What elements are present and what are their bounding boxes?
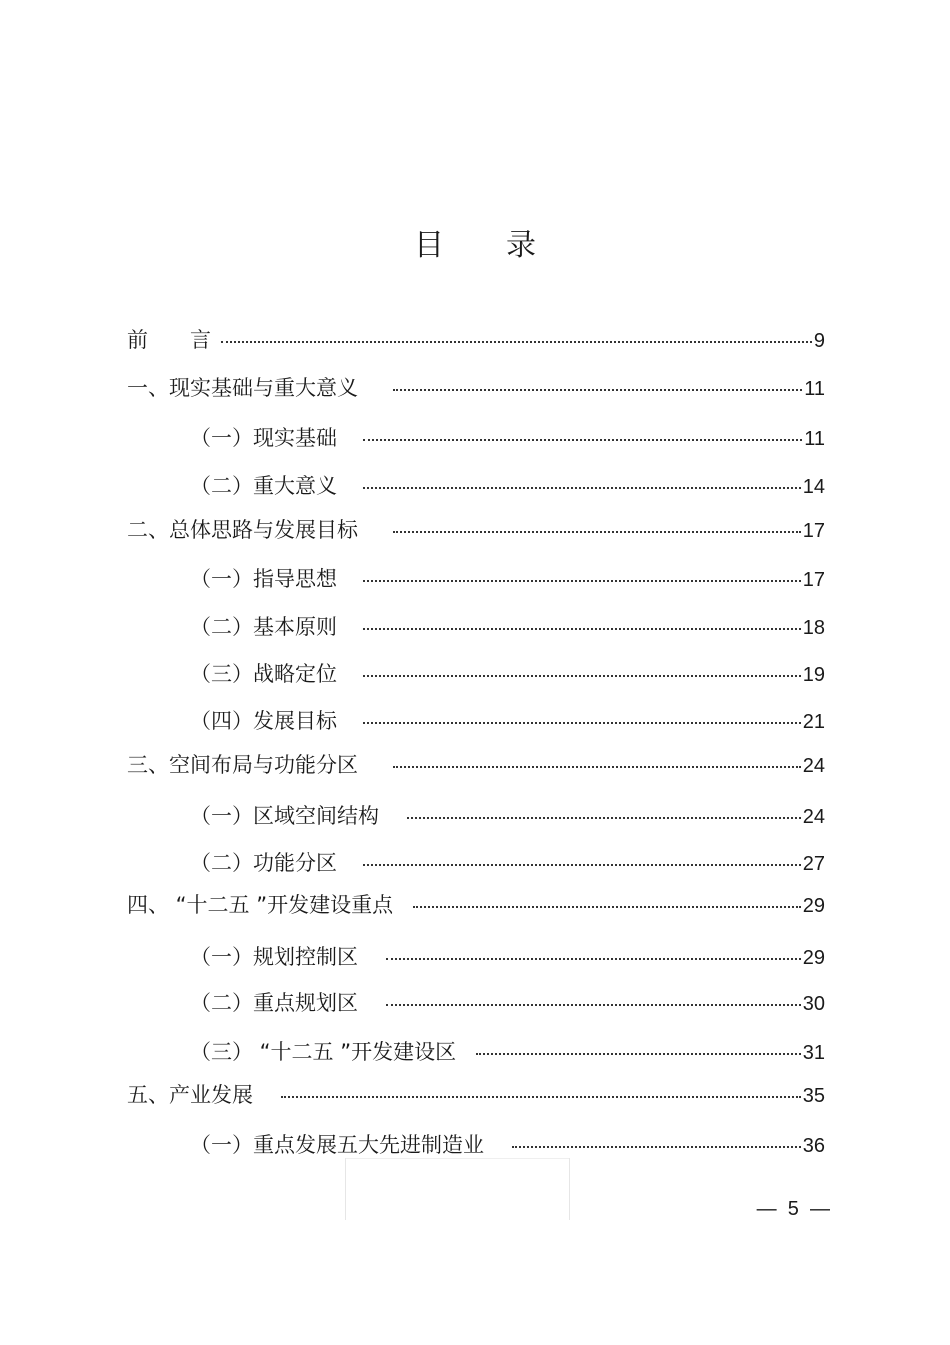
toc-dot-leader <box>407 817 801 819</box>
toc-entry-page: 9 <box>813 330 825 352</box>
toc-entry-section-4-3[interactable] <box>190 1037 825 1067</box>
page-number: — 5 — <box>756 1198 830 1220</box>
toc-entry-label: （二）功能分区 <box>190 851 337 875</box>
toc-entry-page: 35 <box>802 1085 825 1107</box>
toc-entry-preface[interactable] <box>127 325 825 355</box>
toc-entry-label: 四、 “十二五 ”开发建设重点 <box>127 893 394 917</box>
toc-entry-page: 24 <box>802 755 825 777</box>
toc-dot-leader <box>476 1053 801 1055</box>
toc-dot-leader <box>386 958 801 960</box>
toc-entry-chapter-2[interactable] <box>127 515 825 545</box>
toc-entry-chapter-1[interactable] <box>127 373 825 403</box>
toc-entry-chapter-5[interactable] <box>127 1080 825 1110</box>
toc-entry-section-2-4[interactable] <box>190 706 825 736</box>
toc-dot-leader <box>363 628 801 630</box>
faint-frame-left-line <box>345 1158 346 1220</box>
toc-entry-page: 29 <box>802 947 825 969</box>
toc-entry-section-4-2[interactable] <box>190 988 825 1018</box>
toc-dot-leader <box>363 487 801 489</box>
toc-entry-label: （二）重大意义 <box>190 474 337 498</box>
toc-entry-page: 31 <box>802 1042 825 1064</box>
toc-entry-label: （一）现实基础 <box>190 426 337 450</box>
toc-dot-leader <box>512 1146 801 1148</box>
toc-entry-label: 二、总体思路与发展目标 <box>127 518 358 542</box>
toc-dot-leader <box>363 864 801 866</box>
toc-entry-page: 17 <box>802 520 825 542</box>
toc-entry-label: （一）指导思想 <box>190 567 337 591</box>
toc-entry-section-2-1[interactable] <box>190 564 825 594</box>
toc-dot-leader <box>363 580 801 582</box>
toc-entry-page: 30 <box>802 993 825 1015</box>
toc-dot-leader <box>281 1096 801 1098</box>
toc-entry-label: 三、空间布局与功能分区 <box>127 753 358 777</box>
toc-entry-section-1-2[interactable] <box>190 471 825 501</box>
toc-entry-label: （二）重点规划区 <box>190 991 358 1015</box>
toc-entry-chapter-3[interactable] <box>127 750 825 780</box>
toc-entry-label: （三）战略定位 <box>190 662 337 686</box>
toc-entry-label: （一）区域空间结构 <box>190 804 379 828</box>
toc-dot-leader <box>393 389 802 391</box>
toc-entry-chapter-4[interactable] <box>127 890 825 920</box>
toc-entry-section-2-2[interactable] <box>190 612 825 642</box>
toc-entry-page: 19 <box>802 664 825 686</box>
toc-dot-leader <box>363 722 801 724</box>
toc-entry-section-3-1[interactable] <box>190 801 825 831</box>
toc-entry-page: 18 <box>802 617 825 639</box>
toc-dot-leader <box>413 906 801 908</box>
faint-frame-top-line <box>345 1158 570 1159</box>
toc-dot-leader <box>363 675 801 677</box>
toc-entry-label: （一）规划控制区 <box>190 945 358 969</box>
toc-dot-leader <box>393 531 801 533</box>
toc-entry-section-3-2[interactable] <box>190 848 825 878</box>
toc-entry-label: 前 言 <box>127 328 211 352</box>
faint-frame-right-line <box>569 1158 570 1220</box>
toc-entry-section-2-3[interactable] <box>190 659 825 689</box>
toc-entry-label: （一）重点发展五大先进制造业 <box>190 1133 484 1157</box>
toc-entry-page: 29 <box>802 895 825 917</box>
toc-entry-label: 一、现实基础与重大意义 <box>127 376 358 400</box>
toc-entry-label: （三） “十二五 ”开发建设区 <box>190 1040 457 1064</box>
toc-entry-page: 36 <box>802 1135 825 1157</box>
toc-entry-label: （二）基本原则 <box>190 615 337 639</box>
toc-entry-page: 17 <box>802 569 825 591</box>
toc-entry-page: 24 <box>802 806 825 828</box>
toc-entry-page: 14 <box>802 476 825 498</box>
toc-entry-section-4-1[interactable] <box>190 942 825 972</box>
toc-dot-leader <box>386 1004 801 1006</box>
toc-entry-page: 11 <box>804 428 825 450</box>
toc-dot-leader <box>393 766 801 768</box>
toc-entry-section-5-1[interactable] <box>190 1130 825 1160</box>
toc-entry-label: 五、产业发展 <box>127 1083 253 1107</box>
toc-entry-page: 21 <box>802 711 825 733</box>
page-title: 目录 <box>414 228 598 263</box>
toc-dot-leader <box>363 439 802 441</box>
toc-entry-page: 11 <box>804 378 825 400</box>
toc-entry-label: （四）发展目标 <box>190 709 337 733</box>
toc-dot-leader <box>221 341 812 343</box>
toc-entry-page: 27 <box>802 853 825 875</box>
toc-entry-section-1-1[interactable] <box>190 423 825 453</box>
